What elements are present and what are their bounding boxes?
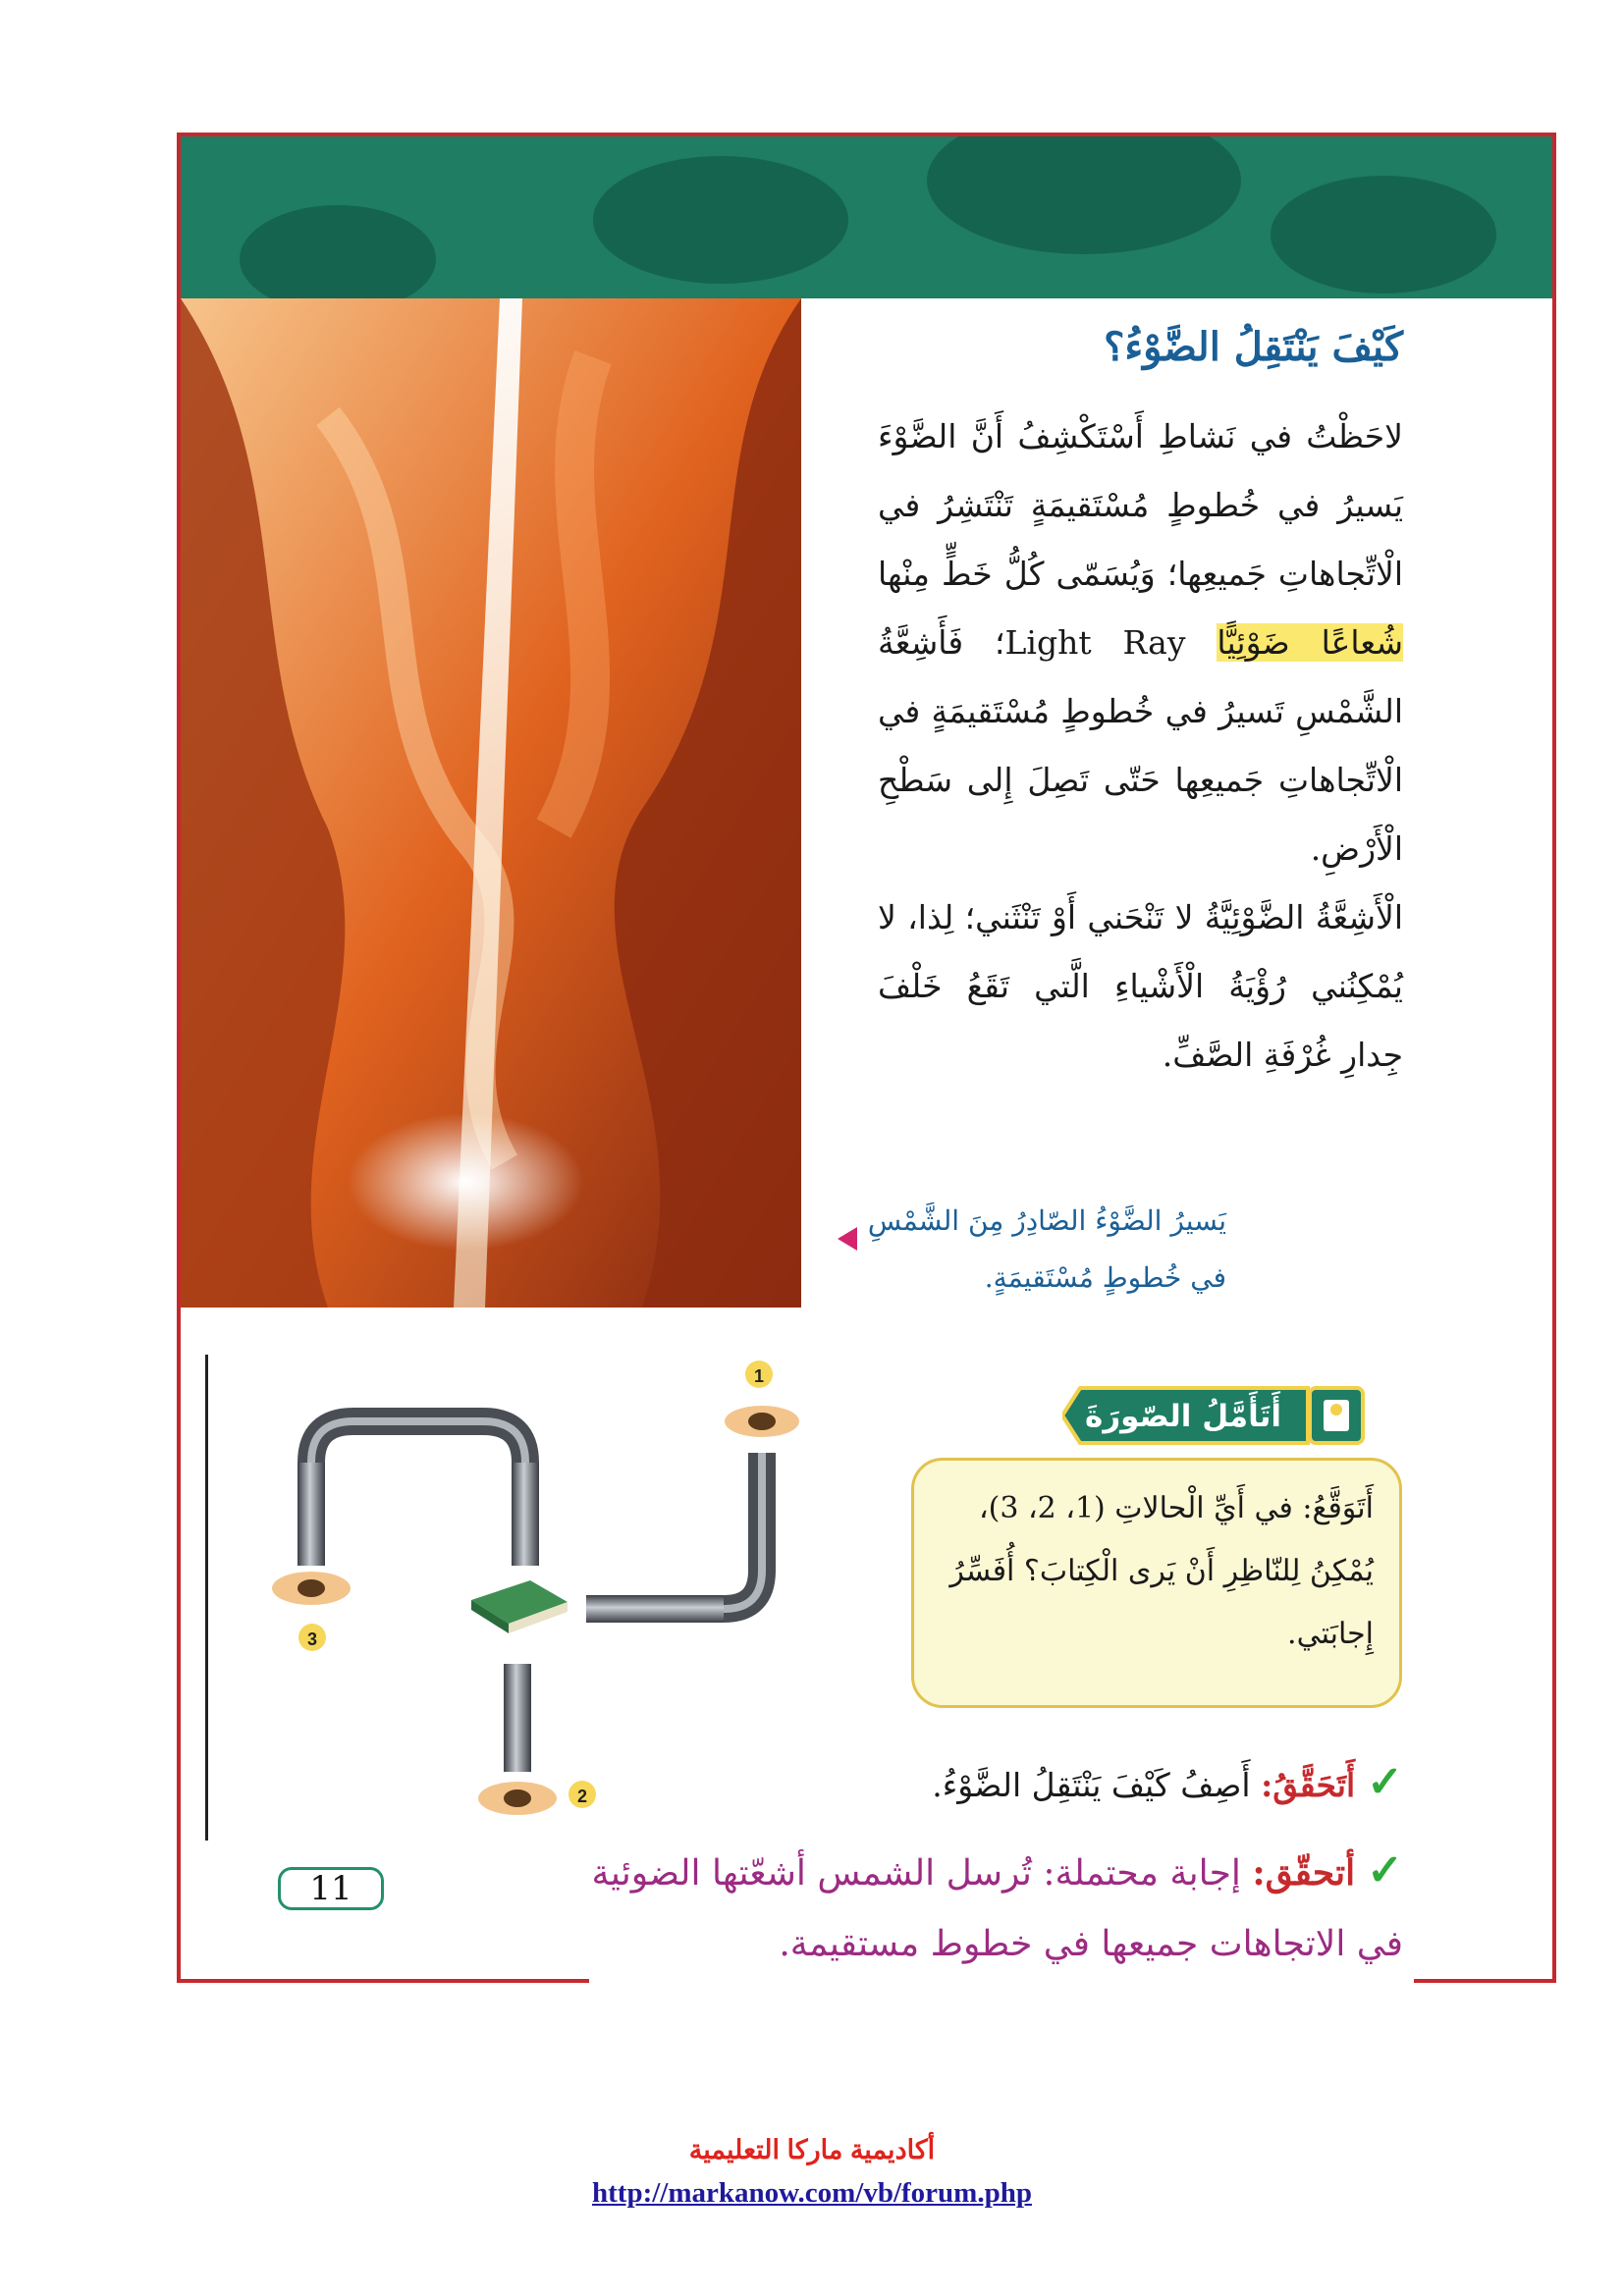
answer-check-icon: ✓ [1367, 1845, 1403, 1896]
lesson-title: كَيْفَ يَنْتَقِلُ الضَّوْءُ؟ [1104, 324, 1403, 370]
english-term: Light Ray [1004, 623, 1186, 662]
highlighted-term: شُعاعًا ضَوْئِيًّا [1217, 623, 1403, 662]
marker-2: 2 [576, 1787, 588, 1806]
book-icon [471, 1580, 568, 1633]
pipe-2-vertical [504, 1664, 531, 1772]
pipe-1-horizontal [586, 1595, 724, 1623]
footer-title: أكاديمية ماركا التعليمية [688, 2135, 936, 2164]
answer-text: إجابة محتملة: تُرسل الشمس أشعّتها الضوئية في الاتجاهات جميعها في خطوط مستقيمة. [591, 1853, 1403, 1964]
check-label: أَتَحَقَّقُ: [1261, 1766, 1356, 1804]
answer-line [568, 1836, 1403, 1980]
photo-caption: يَسيرُ الضَّوْءُ الصّادِرُ مِنَ الشَّمْسِ في خُطوطٍ مُسْتَقيمَةٍ. [867, 1204, 1226, 1294]
eye-icon-2 [478, 1782, 557, 1815]
frame-gap [589, 1973, 1414, 1993]
pipe-3-bend [311, 1421, 525, 1463]
check-line [932, 1757, 1403, 1807]
footer-link[interactable]: http://markanow.com/vb/forum.php [592, 2177, 1032, 2209]
eye-icon-3 [272, 1572, 351, 1605]
eye-icon-1 [725, 1406, 799, 1437]
observe-tab-label: أَتَأَمَّلُ الصّورَةَ [1085, 1399, 1281, 1434]
paragraph-2: الْأَشِعَّةُ الضَّوْئِيَّةُ لا تَنْحَني أَوْ تَنْثَني؛ لِذا، لا يُمْكِنُني رُؤْيَةُ الْأَشْياءِ الَّتي تَقَعُ خَلْفَ جِدارِ غُرْفَةِ الصَّفِّ. [878, 898, 1403, 1074]
answer-label: أتحقّق: [1252, 1852, 1356, 1894]
check-icon: ✓ [1367, 1757, 1403, 1807]
paragraph-1-part-a: لاحَظْتُ في نَشاطِ أَسْتَكْشِفُ أَنَّ الضَّوْءَ يَسيرُ في خُطوطٍ مُسْتَقيمَةٍ تَنْتَشِرُ في الْاتِّجاهاتِ جَميعِها؛ وَيُسَمّى كُلُّ خَطٍّ مِنْها [878, 417, 1403, 593]
question-text: أَتَوَقَّعُ: في أَيِّ الْحالاتِ (1، 2، 3)، يُمْكِنُ لِلنّاظِرِ أَنْ يَرى الْكِتابَ؟ أُفَسِّرُ إِجابَتي. [949, 1491, 1374, 1651]
marker-1: 1 [753, 1366, 765, 1386]
marker-3: 3 [306, 1629, 318, 1649]
page-number: 11 [278, 1867, 384, 1910]
pipe-3-right [512, 1463, 539, 1566]
paragraph-1-part-b: ؛ فَأَشِعَّةُ الشَّمْسِ تَسيرُ في خُطوطٍ مُسْتَقيمَةٍ في الْاتِّجاهاتِ جَميعِها حَتّى تَصِلَ إِلى سَطْحِ الْأَرْضِ. [878, 623, 1403, 868]
pipe-3-left [298, 1463, 325, 1566]
check-text: أَصِفُ كَيْفَ يَنْتَقِلُ الضَّوْءُ. [932, 1766, 1251, 1804]
